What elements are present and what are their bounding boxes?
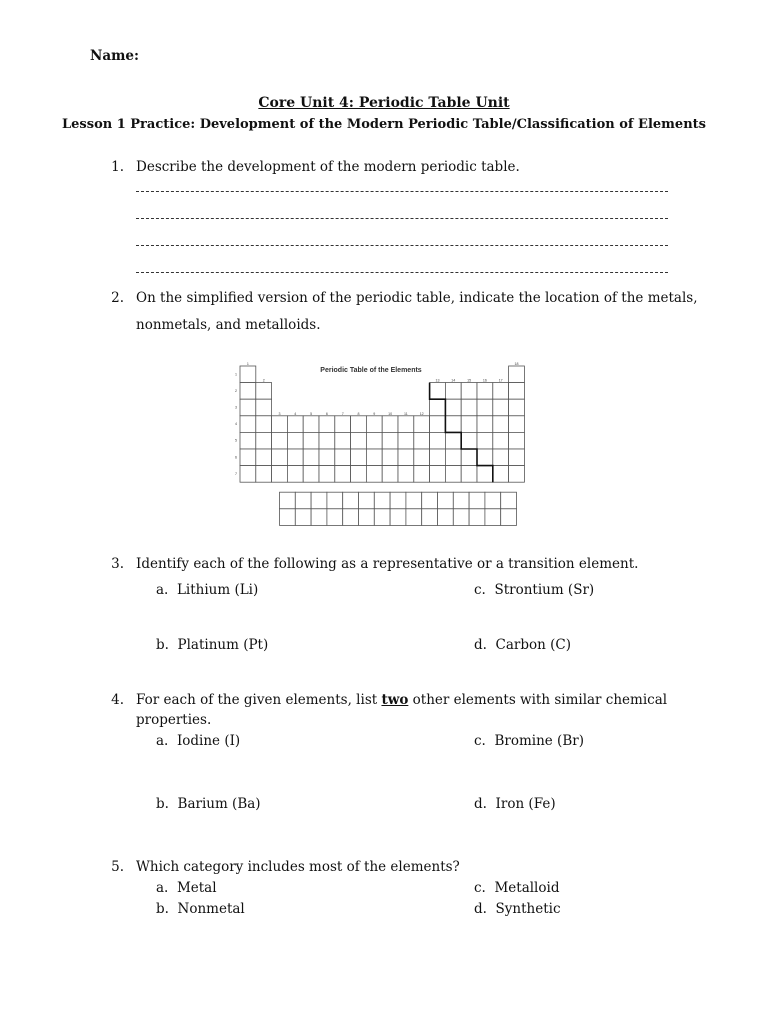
element-cell (351, 466, 367, 483)
element-cell (493, 383, 509, 400)
element-cell (319, 416, 335, 433)
element-cell (398, 466, 414, 483)
element-cell (509, 466, 525, 483)
f-block-cell (453, 509, 469, 526)
group-label: 17 (498, 378, 503, 383)
q5-option-b[interactable]: b. Nonmetal (156, 901, 245, 917)
element-cell (509, 383, 525, 400)
period-label: 6 (235, 455, 237, 460)
f-block-cell (485, 492, 501, 509)
q5-option-a[interactable]: a. Metal (156, 880, 217, 896)
f-block-cell (469, 492, 485, 509)
element-cell (366, 416, 382, 433)
f-block-cell (501, 492, 517, 509)
element-cell (240, 399, 256, 416)
element-cell (351, 449, 367, 466)
f-block-cell (295, 509, 311, 526)
element-cell (319, 449, 335, 466)
element-cell (430, 383, 446, 400)
element-cell (477, 416, 493, 433)
f-block-cell (422, 492, 438, 509)
f-block-cell (501, 509, 517, 526)
q4-option-a: a. Iodine (I) (156, 733, 241, 749)
f-block-cell (390, 492, 406, 509)
element-cell (461, 432, 477, 449)
element-cell (445, 383, 461, 400)
f-block-cell (327, 492, 343, 509)
element-cell (477, 432, 493, 449)
group-label: 1 (246, 362, 249, 366)
group-label: 3 (278, 411, 281, 416)
element-cell (303, 416, 319, 433)
element-cell (303, 466, 319, 483)
element-cell (430, 416, 446, 433)
element-cell (366, 449, 382, 466)
period-label: 2 (235, 388, 237, 393)
period-label: 7 (235, 471, 237, 476)
q4-option-c: c. Bromine (Br) (474, 733, 584, 749)
group-label: 18 (514, 362, 519, 366)
f-block-cell (359, 492, 375, 509)
element-cell (414, 449, 430, 466)
element-cell (477, 466, 493, 483)
q4-option-b: b. Barium (Ba) (156, 796, 261, 812)
element-cell (461, 416, 477, 433)
element-cell (414, 432, 430, 449)
f-block-cell (469, 509, 485, 526)
q3-text: Identify each of the following as a representative or a transition element. (136, 556, 639, 572)
f-block-cell (485, 509, 501, 526)
element-cell (398, 432, 414, 449)
group-label: 5 (310, 411, 313, 416)
element-cell (430, 399, 446, 416)
element-cell (256, 383, 272, 400)
f-block-cell (311, 492, 327, 509)
element-cell (240, 432, 256, 449)
q4-number: 4. (111, 692, 124, 708)
f-block-cell (280, 509, 296, 526)
group-label: 6 (325, 411, 328, 416)
element-cell (319, 432, 335, 449)
group-label: 2 (262, 378, 265, 383)
element-cell (303, 432, 319, 449)
q1-number: 1. (111, 159, 124, 175)
group-label: 12 (419, 411, 424, 416)
group-label: 8 (357, 411, 360, 416)
element-cell (430, 449, 446, 466)
q2-number: 2. (111, 290, 124, 306)
element-cell (287, 416, 303, 433)
group-label: 13 (435, 378, 440, 383)
element-cell (256, 449, 272, 466)
q2-text-line2: nonmetals, and metalloids. (136, 317, 321, 333)
f-block-cell (295, 492, 311, 509)
element-cell (509, 399, 525, 416)
f-block-cell (359, 509, 375, 526)
element-cell (461, 383, 477, 400)
q5-number: 5. (111, 859, 124, 875)
element-cell (445, 466, 461, 483)
answer-line[interactable] (136, 218, 668, 219)
element-cell (493, 432, 509, 449)
element-cell (445, 399, 461, 416)
f-block-cell (422, 509, 438, 526)
element-cell (287, 466, 303, 483)
f-block-cell (390, 509, 406, 526)
group-label: 4 (294, 411, 297, 416)
element-cell (240, 466, 256, 483)
element-cell (398, 449, 414, 466)
element-cell (414, 466, 430, 483)
element-cell (351, 416, 367, 433)
group-label: 15 (467, 378, 472, 383)
f-block-cell (343, 509, 359, 526)
element-cell (335, 432, 351, 449)
q4-option-d: d. Iron (Fe) (474, 796, 556, 812)
element-cell (477, 383, 493, 400)
q5-option-d[interactable]: d. Synthetic (474, 901, 561, 917)
element-cell (240, 383, 256, 400)
element-cell (414, 416, 430, 433)
element-cell (509, 366, 525, 383)
q2-text-line1: On the simplified version of the periodic table, indicate the location of the metals, (136, 290, 698, 306)
q1-text: Describe the development of the modern periodic table. (136, 159, 520, 175)
element-cell (272, 432, 288, 449)
element-cell (445, 432, 461, 449)
group-label: 14 (451, 378, 456, 383)
element-cell (461, 399, 477, 416)
element-cell (240, 449, 256, 466)
element-cell (477, 449, 493, 466)
element-cell (461, 449, 477, 466)
element-cell (445, 416, 461, 433)
q3-option-b: b. Platinum (Pt) (156, 637, 269, 653)
element-cell (398, 416, 414, 433)
element-cell (382, 466, 398, 483)
element-cell (366, 432, 382, 449)
f-block-cell (438, 509, 454, 526)
element-cell (509, 449, 525, 466)
group-label: 9 (373, 411, 376, 416)
period-label: 3 (235, 405, 237, 410)
q4-text: For each of the given elements, list two other elements with similar chemical (136, 692, 668, 708)
element-cell (351, 432, 367, 449)
group-label: 11 (404, 411, 408, 416)
element-cell (272, 416, 288, 433)
f-block-cell (280, 492, 296, 509)
element-cell (256, 399, 272, 416)
period-label: 5 (235, 438, 237, 443)
q3-option-a: a. Lithium (Li) (156, 582, 259, 598)
element-cell (256, 466, 272, 483)
element-cell (335, 449, 351, 466)
periodic-table-svg (230, 358, 534, 530)
q5-option-c[interactable]: c. Metalloid (474, 880, 560, 896)
element-cell (287, 432, 303, 449)
element-cell (335, 416, 351, 433)
group-label: 10 (388, 411, 393, 416)
element-cell (477, 399, 493, 416)
answer-line[interactable] (136, 191, 668, 192)
page-subtitle: Lesson 1 Practice: Development of the Modern Periodic Table/Classification of Elements (62, 117, 706, 132)
group-label: 16 (482, 378, 487, 383)
f-block-cell (343, 492, 359, 509)
f-block-cell (311, 509, 327, 526)
element-cell (303, 449, 319, 466)
element-cell (382, 416, 398, 433)
element-cell (256, 416, 272, 433)
element-cell (382, 449, 398, 466)
element-cell (256, 432, 272, 449)
element-cell (493, 466, 509, 483)
element-cell (493, 399, 509, 416)
element-cell (493, 449, 509, 466)
element-cell (382, 432, 398, 449)
element-cell (319, 466, 335, 483)
name-label: Name: (90, 48, 139, 64)
period-label: 1 (235, 372, 237, 377)
page-title: Core Unit 4: Periodic Table Unit (258, 95, 510, 111)
element-cell (509, 432, 525, 449)
f-block-cell (374, 509, 390, 526)
q4-emphasis: two (381, 692, 409, 708)
q4-text-line2: properties. (136, 712, 212, 728)
f-block-cell (327, 509, 343, 526)
q3-option-d: d. Carbon (C) (474, 637, 571, 653)
element-cell (366, 466, 382, 483)
element-cell (509, 416, 525, 433)
element-cell (335, 466, 351, 483)
q5-text: Which category includes most of the elements? (136, 859, 460, 875)
element-cell (240, 366, 256, 383)
answer-line[interactable] (136, 245, 668, 246)
q3-number: 3. (111, 556, 124, 572)
group-label: 7 (341, 411, 344, 416)
element-cell (240, 416, 256, 433)
answer-line[interactable] (136, 272, 668, 273)
periodic-table-title: Periodic Table of the Elements (320, 367, 422, 374)
element-cell (430, 466, 446, 483)
element-cell (272, 449, 288, 466)
f-block-cell (374, 492, 390, 509)
element-cell (272, 466, 288, 483)
f-block-cell (453, 492, 469, 509)
element-cell (493, 416, 509, 433)
periodic-table-figure (230, 358, 534, 530)
f-block-cell (406, 509, 422, 526)
element-cell (461, 466, 477, 483)
f-block-cell (438, 492, 454, 509)
period-label: 4 (235, 422, 237, 427)
element-cell (287, 449, 303, 466)
q3-option-c: c. Strontium (Sr) (474, 582, 595, 598)
element-cell (445, 449, 461, 466)
element-cell (430, 432, 446, 449)
f-block-cell (406, 492, 422, 509)
